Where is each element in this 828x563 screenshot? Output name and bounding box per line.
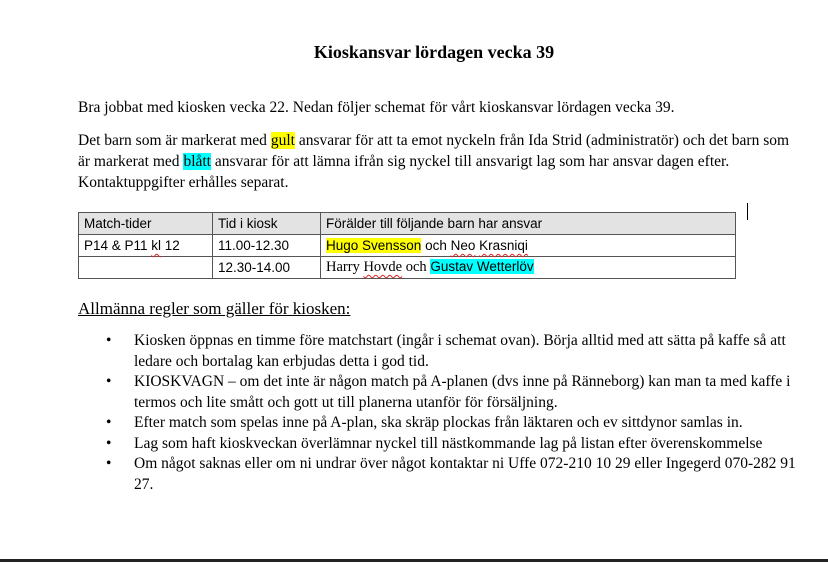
- joiner: och: [402, 259, 431, 275]
- highlight-rule-paragraph: [78, 130, 793, 193]
- cell-responsible: [321, 235, 736, 257]
- bullet-icon: •: [106, 455, 112, 472]
- header-responsible: Förälder till följande barn har ansvar: [321, 213, 736, 235]
- table-row: [79, 257, 736, 279]
- schedule-table: [78, 212, 736, 279]
- rule-text: KIOSKVAGN – om det inte är någon match på A-planen (dvs inne på Ränneborg) kan man ta med kaffe i termos och lite smått och gott ut till planerna utanför för försäljning.: [134, 373, 791, 411]
- rule-text-3: ansvarar för att lämna ifrån sig nyckel till ansvarigt lag som har ansvar dagen efter. Kontaktuppgifter erhålles separat.: [78, 153, 730, 191]
- child-yellow: Hugo Svensson: [326, 238, 422, 253]
- cell-responsible: [321, 257, 736, 279]
- child-last-name: Krasniqi: [479, 238, 528, 253]
- rule-text: Kiosken öppnas en timme före matchstart (ingår i schemat ovan). Börja alltid med att sätta på kaffe så att ledare och bortalag kan erbjudas detta i god tid.: [134, 332, 786, 370]
- bullet-icon: •: [106, 332, 112, 349]
- child-blue: Gustav Wetterlöv: [430, 259, 534, 274]
- cell-match: [79, 235, 213, 257]
- list-item: [78, 454, 796, 495]
- blue-highlight-word: blått: [183, 153, 211, 170]
- cell-time: 11.00-12.30: [213, 235, 321, 257]
- child-first-name: Neo: [450, 238, 476, 253]
- table-row: [79, 235, 736, 257]
- child-last-name: Hovde: [363, 259, 403, 275]
- rules-heading: Allmänna regler som gäller för kiosken:: [78, 299, 351, 318]
- page-bottom-border: [0, 559, 828, 562]
- list-item: [78, 331, 796, 372]
- list-item: [78, 434, 796, 455]
- cell-time: 12.30-14.00: [213, 257, 321, 279]
- bullet-icon: •: [106, 434, 112, 452]
- header-match-times: Match-tider: [79, 213, 213, 235]
- header-kiosk-time: Tid i kiosk: [213, 213, 321, 235]
- text-cursor: [747, 203, 748, 220]
- bullet-icon: •: [106, 414, 112, 431]
- bullet-icon: •: [106, 373, 112, 390]
- intro-paragraph: Bra jobbat med kiosken vecka 22. Nedan följer schemat för vårt kioskansvar lördagen vecka 39.: [78, 99, 675, 116]
- rules-list: [78, 331, 796, 495]
- yellow-highlight-word: gult: [270, 132, 295, 149]
- rule-text: Om något saknas eller om ni undrar över något kontaktar ni Uffe 072-210 10 29 eller Ingegerd 070-282 91 27.: [134, 455, 796, 493]
- list-item: [78, 413, 796, 434]
- joiner: och: [421, 238, 451, 253]
- cell-match: [79, 257, 213, 279]
- table-header-row: [79, 213, 736, 235]
- cell-match-text: P14 & P11: [84, 238, 152, 253]
- document-title: Kioskansvar lördagen vecka 39: [313, 42, 555, 63]
- cell-match-hour: 12: [161, 238, 180, 253]
- rule-text: Lag som haft kioskveckan överlämnar nyckel till nästkommande lag på listan efter överenskommelse: [134, 434, 763, 452]
- rule-text-2: ansvarar för att ta emot nyckeln från Ida Strid (administratör) och det barn som är markerat med: [78, 132, 790, 170]
- rule-text-1: Det barn som är markerat med: [78, 132, 271, 149]
- rule-text: Efter match som spelas inne på A-plan, ska skräp plockas från läktaren och ev sittdynor samlas in.: [134, 414, 743, 431]
- child-first-name: Harry: [326, 259, 360, 275]
- list-item: [78, 372, 796, 413]
- cell-match-kl: kl: [151, 238, 162, 253]
